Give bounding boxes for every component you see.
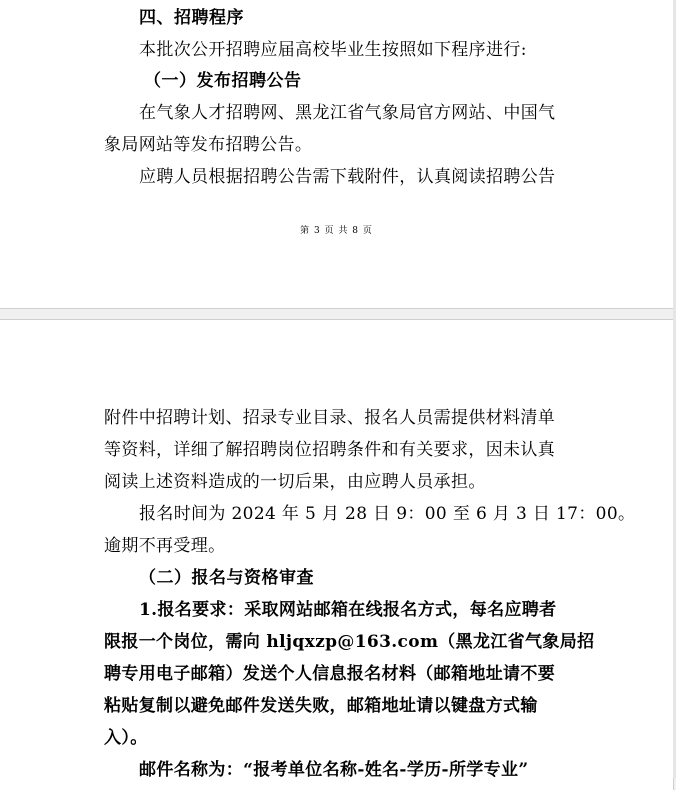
requirement-line: 粘贴复制以避免邮件发送失败，邮箱地址请以键盘方式输 bbox=[104, 696, 538, 716]
section-heading: 四、招聘程序 bbox=[139, 8, 244, 28]
page-number: 第 3 页 共 8 页 bbox=[300, 226, 373, 236]
requirement-line: 入）。 bbox=[104, 728, 148, 748]
document-page-4 bbox=[0, 320, 673, 790]
subheading-registration-review: （二）报名与资格审查 bbox=[139, 568, 314, 588]
requirement-line: 1.报名要求：采取网站邮箱在线报名方式，每名应聘者 bbox=[139, 600, 557, 620]
paragraph-line: 逾期不再受理。 bbox=[104, 536, 226, 556]
requirement-line-email: 限报一个岗位，需向 hljqxzp@163.com（黑龙江省气象局招 bbox=[104, 632, 595, 652]
paragraph-line: 阅读上述资料造成的一切后果，由应聘人员承担。 bbox=[104, 472, 486, 492]
paragraph-line: 在气象人才招聘网、黑龙江省气象局官方网站、中国气 bbox=[139, 103, 556, 123]
paragraph-line: 应聘人员根据招聘公告需下载附件，认真阅读招聘公告 bbox=[139, 167, 556, 187]
subheading-publish-announcement: （一）发布招聘公告 bbox=[144, 71, 302, 91]
intro-paragraph: 本批次公开招聘应届高校毕业生按照如下程序进行: bbox=[139, 40, 527, 60]
paragraph-line: 附件中招聘计划、招录专业目录、报名人员需提供材料清单 bbox=[104, 408, 556, 428]
document-page-3 bbox=[0, 0, 673, 308]
email-subject-format: 邮件名称为：“报考单位名称-姓名-学历-所学专业” bbox=[139, 760, 529, 780]
requirement-line: 聘专用电子邮箱）发送个人信息报名材料（邮箱地址请不要 bbox=[104, 664, 556, 684]
registration-time: 报名时间为 2024 年 5 月 28 日 9：00 至 6 月 3 日 17：00。 bbox=[139, 504, 636, 524]
paragraph-line: 等资料，详细了解招聘岗位招聘条件和有关要求，因未认真 bbox=[104, 440, 556, 460]
paragraph-line: 象局网站等发布招聘公告。 bbox=[104, 135, 313, 155]
